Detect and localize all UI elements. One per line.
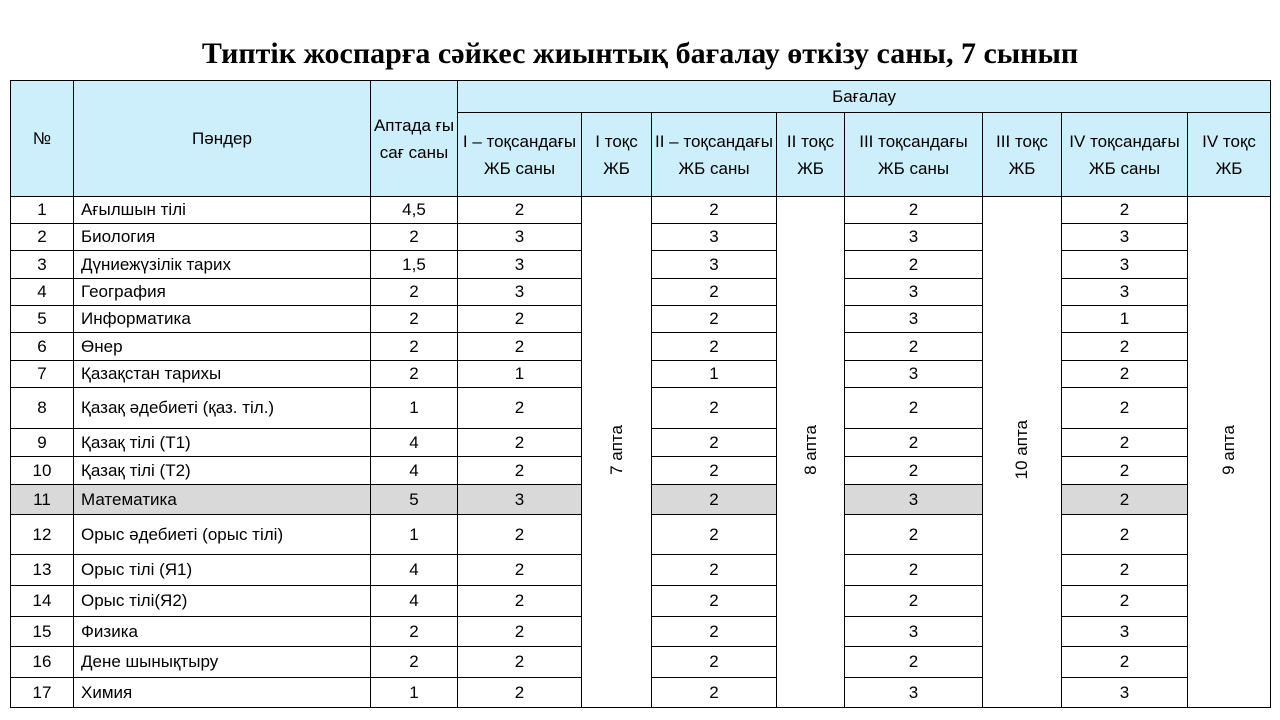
header-q2-sb: II – тоқсандағы ЖБ саны	[652, 113, 777, 197]
row-q4-sb: 2	[1062, 333, 1188, 361]
row-q4-sb: 3	[1062, 251, 1188, 279]
page-title: Типтік жоспарға сәйкес жиынтық бағалау өткізу саны, 7 сынып	[201, 37, 1079, 70]
header-q1-term: I тоқс ЖБ	[582, 113, 652, 197]
row-num: 17	[11, 678, 74, 708]
row-q2-sb: 2	[652, 678, 777, 708]
row-q3-sb: 2	[845, 586, 983, 617]
row-q1-sb: 3	[458, 251, 582, 279]
row-q3-sb: 2	[845, 429, 983, 457]
term-weeks-q3-label: 10 апта	[1012, 419, 1031, 480]
row-q4-sb: 2	[1062, 429, 1188, 457]
row-q2-sb: 2	[652, 617, 777, 647]
row-subject: Қазақ тілі (Т2)	[74, 457, 371, 485]
row-num: 4	[11, 279, 74, 306]
row-q3-sb: 3	[845, 485, 983, 515]
row-q2-sb: 2	[652, 333, 777, 361]
row-q2-sb: 2	[652, 647, 777, 678]
table-header	[11, 81, 1271, 197]
row-q1-sb: 3	[458, 279, 582, 306]
row-num: 3	[11, 251, 74, 279]
row-q3-sb: 2	[845, 457, 983, 485]
row-subject: Орыс тілі(Я2)	[74, 586, 371, 617]
row-q3-sb: 3	[845, 361, 983, 388]
header-q3-sb: III тоқсандағы ЖБ саны	[845, 113, 983, 197]
row-hours: 1	[371, 515, 458, 555]
row-q2-sb: 2	[652, 429, 777, 457]
row-q1-sb: 2	[458, 197, 582, 224]
row-num: 10	[11, 457, 74, 485]
row-q4-sb: 2	[1062, 388, 1188, 429]
header-q4-term: IV тоқс ЖБ	[1188, 113, 1271, 197]
row-q3-sb: 3	[845, 617, 983, 647]
row-q3-sb: 3	[845, 224, 983, 251]
row-num: 11	[11, 485, 74, 515]
row-q3-sb: 3	[845, 306, 983, 333]
row-subject: Ағылшын тілі	[74, 197, 371, 224]
row-hours: 1,5	[371, 251, 458, 279]
term-weeks-q2-label: 8 апта	[800, 424, 820, 475]
row-num: 2	[11, 224, 74, 251]
row-q1-sb: 2	[458, 388, 582, 429]
row-q1-sb: 3	[458, 224, 582, 251]
row-q1-sb: 2	[458, 515, 582, 555]
row-q1-sb: 2	[458, 555, 582, 586]
row-q2-sb: 2	[652, 388, 777, 429]
row-q1-sb: 2	[458, 457, 582, 485]
row-q4-sb: 2	[1062, 485, 1188, 515]
row-q2-sb: 2	[652, 279, 777, 306]
row-hours: 2	[371, 306, 458, 333]
row-subject: Биология	[74, 224, 371, 251]
term-weeks-q4-label: 9 апта	[1219, 424, 1239, 475]
header-q1-sb: I – тоқсандағы ЖБ саны	[458, 113, 582, 197]
row-subject: Дүниежүзілік тарих	[74, 251, 371, 279]
row-num: 13	[11, 555, 74, 586]
row-q3-sb: 2	[845, 197, 983, 224]
row-q3-sb: 3	[845, 678, 983, 708]
row-q4-sb: 3	[1062, 678, 1188, 708]
row-num: 15	[11, 617, 74, 647]
row-q2-sb: 2	[652, 306, 777, 333]
row-q4-sb: 2	[1062, 586, 1188, 617]
row-subject: Дене шынықтыру	[74, 647, 371, 678]
row-q3-sb: 2	[845, 251, 983, 279]
header-q4-sb: IV тоқсандағы ЖБ саны	[1062, 113, 1188, 197]
row-q4-sb: 2	[1062, 647, 1188, 678]
row-q2-sb: 2	[652, 457, 777, 485]
row-q1-sb: 2	[458, 678, 582, 708]
term-weeks-q1-label: 7 апта	[606, 424, 626, 475]
row-hours: 2	[371, 333, 458, 361]
row-hours: 1	[371, 678, 458, 708]
term-weeks-q3	[983, 197, 1062, 708]
row-q2-sb: 3	[652, 251, 777, 279]
table-row	[11, 197, 1271, 224]
row-hours: 4	[371, 457, 458, 485]
row-q4-sb: 3	[1062, 617, 1188, 647]
row-subject: Өнер	[74, 333, 371, 361]
row-q3-sb: 2	[845, 515, 983, 555]
row-subject: Қазақстан тарихы	[74, 361, 371, 388]
row-q2-sb: 2	[652, 555, 777, 586]
row-num: 16	[11, 647, 74, 678]
term-weeks-q4	[1188, 197, 1271, 708]
row-subject: Орыс әдебиеті (орыс тілі)	[74, 515, 371, 555]
row-hours: 2	[371, 224, 458, 251]
row-num: 6	[11, 333, 74, 361]
row-hours: 4	[371, 555, 458, 586]
row-q1-sb: 2	[458, 333, 582, 361]
row-subject: Математика	[74, 485, 371, 515]
row-q3-sb: 2	[845, 388, 983, 429]
term-weeks-q1	[582, 197, 652, 708]
header-hours: Аптада ғы сағ саны	[371, 81, 458, 197]
row-q1-sb: 1	[458, 361, 582, 388]
row-q3-sb: 2	[845, 647, 983, 678]
assessment-table	[10, 80, 1271, 708]
row-q1-sb: 2	[458, 647, 582, 678]
row-q3-sb: 3	[845, 279, 983, 306]
row-num: 8	[11, 388, 74, 429]
row-q2-sb: 3	[652, 224, 777, 251]
row-hours: 4,5	[371, 197, 458, 224]
row-q4-sb: 1	[1062, 306, 1188, 333]
row-q4-sb: 2	[1062, 197, 1188, 224]
row-num: 12	[11, 515, 74, 555]
row-hours: 1	[371, 388, 458, 429]
row-hours: 2	[371, 647, 458, 678]
row-subject: География	[74, 279, 371, 306]
row-q3-sb: 2	[845, 555, 983, 586]
row-num: 14	[11, 586, 74, 617]
row-q4-sb: 2	[1062, 457, 1188, 485]
table-body	[11, 197, 1271, 708]
row-subject: Қазақ әдебиеті (қаз. тіл.)	[74, 388, 371, 429]
header-num: №	[11, 81, 74, 197]
row-q4-sb: 2	[1062, 361, 1188, 388]
row-subject: Орыс тілі (Я1)	[74, 555, 371, 586]
row-q1-sb: 2	[458, 306, 582, 333]
row-q2-sb: 2	[652, 515, 777, 555]
row-q4-sb: 2	[1062, 515, 1188, 555]
row-q1-sb: 3	[458, 485, 582, 515]
row-hours: 2	[371, 279, 458, 306]
row-q2-sb: 1	[652, 361, 777, 388]
row-num: 7	[11, 361, 74, 388]
row-hours: 4	[371, 429, 458, 457]
row-num: 5	[11, 306, 74, 333]
header-subject: Пәндер	[74, 81, 371, 197]
row-hours: 5	[371, 485, 458, 515]
row-q2-sb: 2	[652, 197, 777, 224]
row-subject: Информатика	[74, 306, 371, 333]
row-hours: 2	[371, 617, 458, 647]
row-q2-sb: 2	[652, 485, 777, 515]
header-assessment: Бағалау	[458, 81, 1271, 113]
row-hours: 4	[371, 586, 458, 617]
row-hours: 2	[371, 361, 458, 388]
row-subject: Физика	[74, 617, 371, 647]
row-num: 9	[11, 429, 74, 457]
row-q1-sb: 2	[458, 617, 582, 647]
row-q2-sb: 2	[652, 586, 777, 617]
row-q1-sb: 2	[458, 586, 582, 617]
row-q4-sb: 3	[1062, 279, 1188, 306]
row-subject: Химия	[74, 678, 371, 708]
header-q3-term: III тоқс ЖБ	[983, 113, 1062, 197]
row-q1-sb: 2	[458, 429, 582, 457]
header-q2-term: II тоқс ЖБ	[777, 113, 845, 197]
row-num: 1	[11, 197, 74, 224]
row-q4-sb: 2	[1062, 555, 1188, 586]
term-weeks-q2	[777, 197, 845, 708]
row-q4-sb: 3	[1062, 224, 1188, 251]
row-subject: Қазақ тілі (Т1)	[74, 429, 371, 457]
row-q3-sb: 2	[845, 333, 983, 361]
